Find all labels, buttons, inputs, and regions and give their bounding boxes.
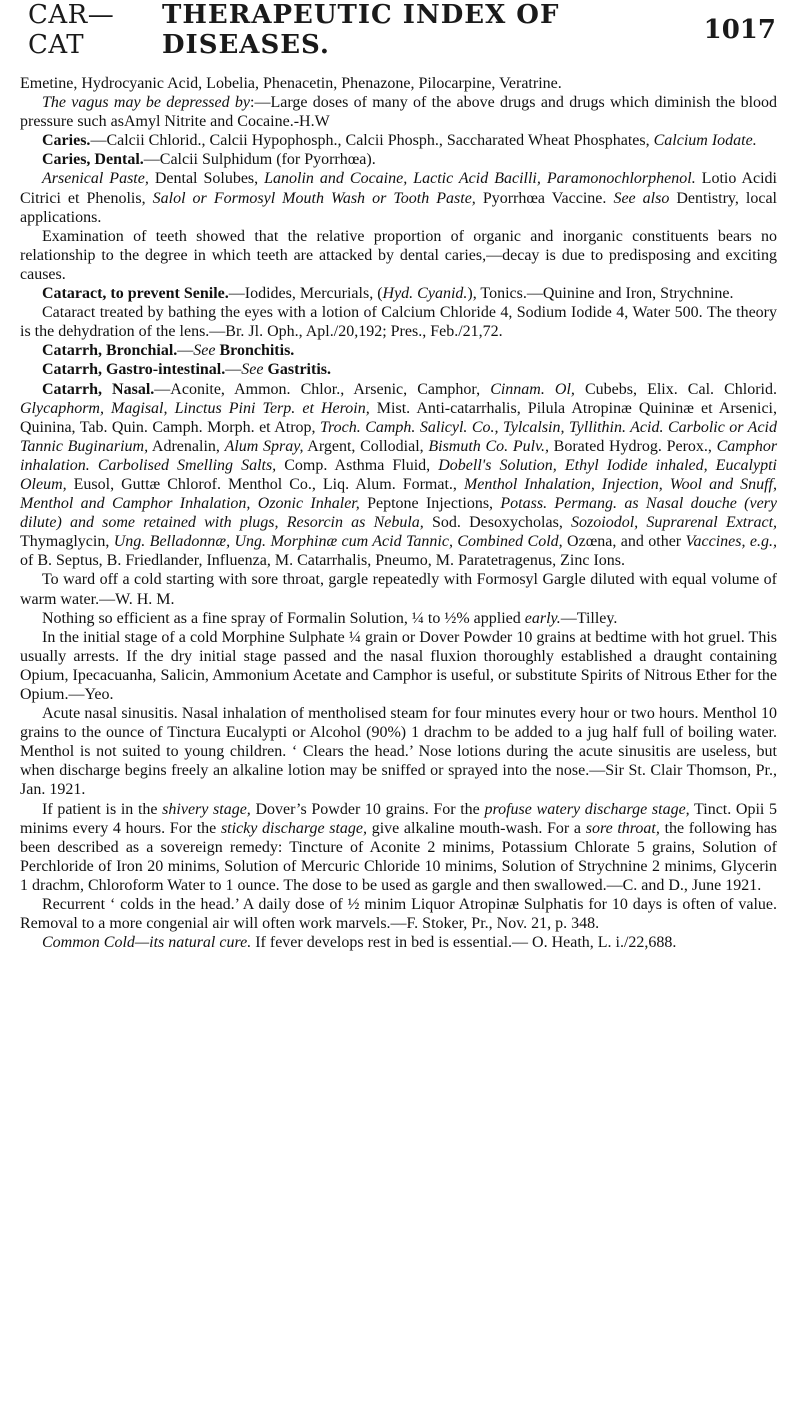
body-text: If patient is in the	[42, 800, 163, 818]
body-text: If fever develops rest in bed is essential.— O. Heath, L. i./22,688.	[251, 934, 677, 952]
entry-heading: Caries.	[42, 132, 91, 150]
italic-text: shivery stage,	[162, 800, 251, 818]
entry-heading: Gastritis.	[263, 361, 331, 379]
body-text: :—Large doses of many of the above drugs and drugs which diminish the blood pressure such asAmyl Nitrite and Cocaine.-H.W	[20, 94, 778, 131]
body-text: —	[177, 342, 194, 360]
index-paragraph	[20, 933, 777, 952]
italic-text: early.	[524, 609, 561, 627]
body-text: Cataract treated by bathing the eyes with a lotion of Calcium Chloride 4, Sodium Iodide 4, Water 500. The theory is the dehydration of the lens.—Br. Jl. Oph., Apl./20,192; Pres., Feb./21,72.	[20, 304, 777, 341]
italic-text: Sozoiodol, Suprarenal Extract,	[571, 514, 778, 532]
body-text: Eusol, Guttæ Chlorof. Menthol Co., Liq. Alum. Format.,	[66, 475, 464, 493]
italic-text: profuse watery discharge stage,	[484, 800, 690, 818]
italic-text: Potass. Permang. as Nasal douche (very dilute) and some retained with plugs, Resorcin as Nebula,	[20, 495, 778, 532]
italic-text: Bismuth Co. Pulv.,	[428, 437, 549, 455]
body-text: —Calcii Sulphidum (for Pyorrhœa).	[143, 151, 376, 169]
italic-text: Camphor inhalation. Carbolised Smelling Salts,	[20, 437, 778, 474]
italic-text: sticky discharge stage,	[220, 819, 368, 837]
index-paragraph	[20, 570, 777, 608]
index-paragraph	[20, 303, 777, 341]
body-text: To ward off a cold starting with sore throat, gargle repeatedly with Formosyl Gargle diluted with equal volume of warm water.—W. H. M.	[20, 571, 777, 608]
body-text: of B. Septus, B. Friedlander, Influenza, M. Catarrhalis, Pneumo, M. Paratetragenus, Zinc Ions.	[20, 552, 626, 570]
italic-text: Ung. Belladonnæ, Ung. Morphinæ cum Acid Tannic, Combined Cold,	[113, 533, 563, 551]
italic-text: Lanolin and Cocaine, Lactic Acid Bacilli, Paramonochlorphenol.	[264, 170, 696, 188]
index-paragraph	[20, 74, 777, 93]
index-paragraph	[20, 895, 777, 933]
body-text: In the initial stage of a cold Morphine Sulphate ¼ grain or Dover Powder 10 grains at bedtime with hot gruel. This usually arrests. If the dry initial stage passed and the nasal fluxion thoroughly established a draught containing Opium, Ipecacuanha, Salicin, Ammonium Acetate and Camphor is useful, or substitute Spirits of Nitrous Ether for the Opium.—Yeo.	[20, 628, 777, 703]
entry-heading: Catarrh, Gastro-intestinal.	[42, 361, 226, 379]
page-number: 1017	[703, 15, 776, 45]
body-text: Recurrent ‘ colds in the head.’ A daily dose of ½ minim Liquor Atropinæ Sulphatis for 10 days is often of value. Removal to a more congenial air will often work marvels.—F. Stoker, Pr., Nov. 21, p. 348.	[20, 896, 777, 933]
entry-heading: Catarrh, Bronchial.	[42, 342, 178, 360]
running-header	[28, 0, 776, 60]
body-text: Adrenalin,	[148, 437, 225, 455]
body-text: Dover’s Powder 10 grains. For the	[250, 800, 485, 818]
italic-text: Menthol Inhalation, Injection, Wool and Snuff, Menthol and Camphor Inhalation, Ozonic Inhaler,	[20, 475, 778, 513]
body-text: Nothing so efficient as a fine spray of Formalin Solution, ¼ to ½% applied	[42, 609, 525, 627]
italic-text: Calcium Iodate.	[653, 132, 757, 150]
index-entries	[20, 74, 777, 952]
body-text: Ozœna, and other	[562, 533, 686, 551]
body-text: Mist. Anti-catarrhalis, Pilula Atropinæ Quininæ et Arsenici, Quinina, Tab. Quin. Camph. Morph. et Atrop,	[20, 399, 777, 436]
entry-heading: Caries, Dental.	[42, 151, 144, 169]
entry-heading: Bronchitis.	[215, 342, 295, 360]
index-paragraph	[20, 360, 777, 379]
index-paragraph	[20, 704, 777, 799]
section-range: CAR—CAT	[28, 0, 115, 60]
italic-text: Glycaphorm, Magisal, Linctus Pini Terp. et Heroin,	[20, 399, 370, 417]
italic-text: See also	[613, 189, 670, 207]
index-paragraph	[20, 800, 777, 895]
italic-text: The vagus may be depressed by	[42, 94, 251, 112]
body-text: Borated Hydrog. Perox.,	[548, 437, 717, 455]
index-paragraph	[20, 131, 777, 150]
index-paragraph	[20, 169, 777, 226]
index-paragraph	[20, 609, 777, 628]
body-text: ), Tonics.—Quinine and Iron, Strychnine.	[467, 285, 734, 303]
body-text: Thymaglycin,	[20, 533, 114, 551]
italic-text: Arsenical Paste,	[42, 170, 149, 188]
index-paragraph	[20, 93, 777, 131]
body-text: Lotio Acidi Citrici et Phenolis,	[20, 170, 777, 207]
italic-text: Dobell's Solution, Ethyl Iodide inhaled, Eucalypti Oleum,	[20, 456, 777, 493]
body-text: give alkaline mouth-wash. For a	[367, 819, 586, 837]
body-text: Tinct. Opii 5 minims every 4 hours. For the	[20, 800, 778, 837]
index-paragraph	[20, 380, 777, 571]
body-text: the following has been described as a sovereign remedy: Tincture of Aconite 2 minims, Potassium Chlorate 5 grains, Solution of Perchloride of Iron 20 minims, Solution of Mercuric Chloride 10 minims, Solution of Strychnine 2 minims, Glycerin 1 drachm, Chloroform Water to 1 ounce. The dose to be used as gargle and then swallowed.—C. and D., June 1921.	[20, 819, 778, 894]
italic-text: Alum Spray,	[224, 437, 304, 455]
italic-text: See	[193, 342, 216, 360]
italic-text: sore throat,	[585, 819, 660, 837]
italic-text: Vaccines, e.g.,	[685, 533, 778, 551]
body-text: Dental Solubes,	[148, 170, 265, 188]
body-text: Peptone Injections,	[359, 495, 501, 513]
body-text: Dentistry, local applications.	[20, 189, 778, 226]
italic-text: Common Cold—its natural cure.	[42, 934, 252, 952]
body-text: —Tilley.	[560, 609, 618, 627]
body-text: —Iodides, Mercurials, (	[228, 285, 383, 303]
running-title: THERAPEUTIC INDEX OF DISEASES.	[161, 0, 560, 60]
index-paragraph	[20, 628, 777, 704]
body-text: —Aconite, Ammon. Chlor., Arsenic, Camphor,	[154, 380, 491, 398]
body-text: Argent, Collodial,	[303, 437, 429, 455]
italic-text: Hyd. Cyanid.	[382, 285, 468, 303]
body-text: —Calcii Chlorid., Calcii Hypophosph., Calcii Phosph., Saccharated Wheat Phosphates,	[90, 132, 654, 150]
body-text: Emetine, Hydrocyanic Acid, Lobelia, Phenacetin, Phenazone, Pilocarpine, Veratrine.	[20, 75, 562, 92]
italic-text: Cinnam. Ol,	[490, 380, 575, 398]
italic-text: See	[241, 361, 264, 379]
body-text: Acute nasal sinusitis. Nasal inhalation of mentholised steam for four minutes every hour or two hours. Menthol 10 grains to the ounce of Tinctura Eucalypti or Alcohol (90%) 1 drachm to be added to a jug half full of boiling water. Menthol is not suited to young children. ‘ Clears the head.’ Nose lotions during the acute sinusitis are useless, but when discharge begins freely an alkaline lotion may be sniffed or sprayed into the nose.—Sir St. Clair Thomson, Pr., Jan. 1921.	[20, 705, 777, 799]
italic-text: Troch. Camph. Salicyl. Co., Tylcalsin, Tyllithin. Acid. Carbolic or Acid Tannic Buginarium,	[20, 418, 778, 455]
body-text: Sod. Desoxycholas,	[423, 514, 572, 532]
body-text: Examination of teeth showed that the relative proportion of organic and inorganic constituents bears no relationship to the degree in which teeth are attacked by dental caries,—decay is due to predisposing and exciting causes.	[20, 227, 777, 283]
index-paragraph	[20, 227, 777, 284]
body-text: Cubebs, Elix. Cal. Chlorid.	[574, 380, 777, 398]
index-paragraph	[20, 150, 777, 169]
body-text: Pyorrhœa Vaccine.	[475, 189, 614, 207]
index-paragraph	[20, 284, 777, 303]
body-text: Comp. Asthma Fluid,	[276, 456, 439, 474]
entry-heading: Catarrh, Nasal.	[42, 380, 155, 398]
entry-heading: Cataract, to prevent Senile.	[42, 285, 229, 303]
italic-text: Salol or Formosyl Mouth Wash or Tooth Paste,	[152, 189, 476, 207]
index-paragraph	[20, 341, 777, 360]
body-text: —	[225, 361, 242, 379]
